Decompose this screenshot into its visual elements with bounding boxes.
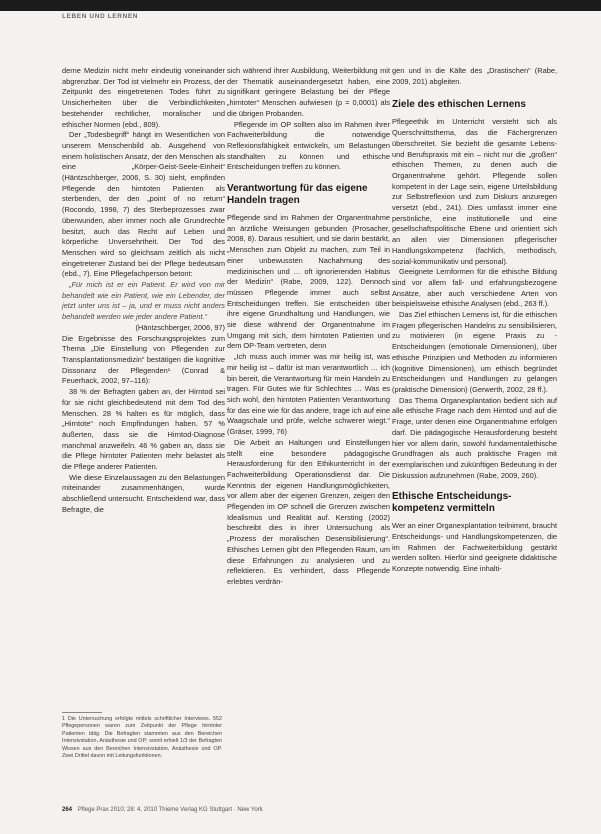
page-number: 264 bbox=[62, 807, 73, 813]
header-bar bbox=[0, 0, 601, 11]
section-tag: LEBEN UND LERNEN bbox=[62, 13, 139, 20]
footnote: 1 Die Untersuchung erfolgte mittels schriftlicher Interviews. 552 Pflegepersonen waren zum Zeitpunkt der Pflege hirntoter Patienten tätig. Die Befragten stammten aus den Bereichen Intensivstation, Anästhesie und OP; somit erhielt 1/3 der Befragten Wissen aus den Bereichen Intensivstation, Anästhesie und OP. Zwei Drittel davon mit Leitungsfunktionen. bbox=[62, 716, 222, 760]
paragraph: Das Thema Organexplantation bedient sich auf alle ethische Frage nach dem Hirntod und auf die Frage, unter denen eine Organentnahme erfolgen darf. Die pädagogische Herausforderung besteht hier vor allem darin, sowohl fundamentalethische Grundfragen als auch praktische Fragen mit exemplarischen und zukünftigen Bedeutung in der Diskussion aufzunehmen (Rabe, 2009, 260). bbox=[392, 395, 557, 480]
column-1 bbox=[62, 66, 225, 516]
paragraph: Wie diese Einzelaussagen zu den Belastungen miteinander zusammenhängen, wurde abschließend untersucht. Entscheidend war, dass Befragte, die bbox=[62, 472, 225, 514]
paragraph: Pflegende im OP sollten also im Rahmen ihrer Fachweiterbildung die notwendige Reflexionsfähigkeit entwickeln, um Belastungen standhalten zu können und ethische Entscheidungen treffen zu können. bbox=[227, 119, 390, 172]
footer-citation: Pflege Prax 2010; 28: 4, 2010 Thieme Verlag KG Stuttgart · New York bbox=[77, 807, 263, 813]
paragraph: Pflegende sind im Rahmen der Organentnahme an ärztliche Weisungen gebunden (Prosacher, 2008, 8). Daraus resultiert, und sie darin bestärkt, „Menschen zum Objekt zu machen, zum Teil in einer unbewussten Nachahmung des medizinischen und … oft ignorierenden Habitus der Medizin“ (Rabe, 2009, 122). Dennoch müssen Pflegende immer auch selbst Entscheidungen treffen. Sie entscheiden über ihre eigene Grundhaltung und Handlungen, wie sie diese während der Organentnahme im Umgang mit sich, dem hirntoten Patienten und dem OP-Team vertreten, denn bbox=[227, 213, 390, 351]
page-footer bbox=[62, 807, 263, 813]
quote-source: (Häntzschberger, 2006, 97) bbox=[135, 322, 225, 332]
section-heading: Verantwortung für das eigene Handeln tragen bbox=[227, 183, 368, 207]
section-heading: Ziele des ethischen Lernens bbox=[392, 99, 526, 111]
paragraph: Wer an einer Organexplantation teilnimmt, braucht Entscheidungs- und Handlungskompetenzen, die im Rahmen der Fachweiterbildung gestärkt werden sollten. Hierfür sind geeignete didaktische Konzepte notwendig. Eine inhalti- bbox=[392, 521, 558, 574]
paragraph: gen und in die Kälte des „Drastischen“ (Rabe, 2009, 201) abgleiten. bbox=[392, 66, 557, 86]
paragraph: derne Medizin nicht mehr eindeutig voneinander abgrenzbar. Der Tod ist vielmehr ein Prozess, der Zeitpunkt des eingetretenen Todes führt zu Unsicherheiten über die Verbindlichkeiten bestehender rechtlicher, moralischer und ethischer Normen (ebd., 809). bbox=[62, 66, 225, 129]
footnote-divider bbox=[62, 712, 102, 713]
paragraph: Die Arbeit an Haltungen und Einstellungen stellt eine besondere pädagogische Herausforderung für den Ethikunterricht in der Fachweiterbildung Operationsdienst dar. Die Kenntnis der eigenen Handlungsmöglichkeiten, vor allem aber der eigenen Grenzen, zeigen den Pflegenden im OP schnell die Grenzen zwischen Idealismus und Realität auf. Kersting (2002) beschreibt dies in ihrer Untersuchung als „Prozess der moralischen Desensibilisierung“. Ethisches Lernen gibt den Pflegenden Raum, um diese Erfahrungen zu analysieren und zu reflektieren. Es verhindert, dass Pflegende erlebtes verdrän- bbox=[227, 437, 390, 586]
paragraph: Die Ergebnisse des Forschungsprojektes zum Thema „Die Einstellung von Pflegenden zur Transplantationsmedizin“ bestätigen die kognitive Dissonanz der Pflegenden¹ (Conrad & Feuerhack, 2002, 97–116): bbox=[62, 333, 225, 386]
paragraph: Der „Todesbegriff“ hängt im Wesentlichen von unserem Menschenbild ab. Ausgehend von einem holistischen Ansatz, der den Menschen als eine „Körper-Geist-Seele-Einheit“ (Häntzschberger, 2006, S. 30) sieht, empfinden Pflegende den hirntoten Patienten als sterbenden, der den „point of no return“ (Rocondo, 1998, 7) des Sterbeprozesses zwar überwunden, aber immer noch alle Grundrechte besitzt, auch das Recht auf Leben und körperliche Unversehrtheit. Der Tod des Menschen wird so gleichsam zeitlich als nicht eingetretener Zustand bei der Pflege bedeutsam (ebd., 7). Eine Pflegefachperson betont: bbox=[62, 130, 225, 279]
paragraph: sich während ihrer Ausbildung, Weiterbildung mit der Thematik auseinandergesetzt haben, eine signifikant geringere Belastung bei der Pflege „hirntoter“ Menschen aufwiesen (p = 0,0001) als die übrigen Probanden. bbox=[227, 66, 390, 118]
paragraph: 38 % der Befragten gaben an, der Hirntod sei für sie nicht gleichbedeutend mit dem Tod des Menschen. 28 % halten es für möglich, dass „Hirntote“ noch Empfindungen haben. 57 % äußerten, dass sie die Hirntod-Diagnose manchmal anzweifeln. 46 % gaben an, dass sie die Pflege hirntoter Patienten mehr belastet als die Pflege anderer Patienten. bbox=[62, 387, 225, 472]
block-quote: „Für mich ist er ein Patient. Er wird von mir behandelt wie ein Patient, wie ein Lebender, der jetzt unter uns ist – ja, und er muss nicht anders behandelt werden wie jeder andere Patient.“ bbox=[62, 280, 225, 322]
column-3 bbox=[392, 66, 557, 575]
section-heading: Ethische Entscheidungskompetenz vermitteln bbox=[392, 491, 512, 515]
paragraph: Pflegeethik im Unterricht versteht sich als Querschnittsthema, das die Fächergrenzen überschreitet. Sie bezieht die gesamte Lebens- und Berufspraxis mit ein – nicht nur die „großen“ ethischen Themen, zu denen auch die Organentnahme gehört. Pflegende sollen kompetent in der Lage sein, eigene Urteilsbildung zur Selbstreflexion und zum Diskurs anzuregen versetzt (ebd., 241). Dies umfasst immer eine persönliche, eine institutionelle und eine gesellschaftspolitische Ebene und orientiert sich an allen vier Dimensionen pflegerischer Handlungskompetenz (fachlich, methodisch, sozial-kommunikativ und personal). bbox=[392, 117, 557, 266]
paragraph: „Ich muss auch immer was mir heilig ist, was mir heilig ist – dafür ist man verantwortlich … ich bin bereit, die Verantwortung für mein Handeln zu tragen. Für Gutes wie für Schlechtes … Was es sich wohl, den hirntoten Patienten Verantwortung für das eine wie für das andere, trage ich auf eine Waagschale und prüfe, welche schwerer wiegt.“ (Gräser, 1999, 76) bbox=[227, 352, 390, 437]
column-2 bbox=[227, 66, 390, 588]
paragraph: Geeignete Lernformen für die ethische Bildung sind vor allem fall- und erfahrungsbezogene Ansätze, aber auch verschiedene Arten von beispielsweise ethische Analysen (ebd., 263 ff.). bbox=[392, 267, 557, 309]
paragraph: Das Ziel ethischen Lernens ist, für die ethischen Fragen pflegerischen Handelns zu sensibilisieren, zu motivieren (in eigene Praxis zu Entscheidungen (emotionale Dimensionen), über ethische Prinzipien und Methoden zu informieren (kognitive Dimensionen), um ethisch begründet Entscheidungen und Handlungen zu gelangen (praktische Dimension) (Gerwerth, 2002, 28 ff.). bbox=[392, 310, 557, 394]
